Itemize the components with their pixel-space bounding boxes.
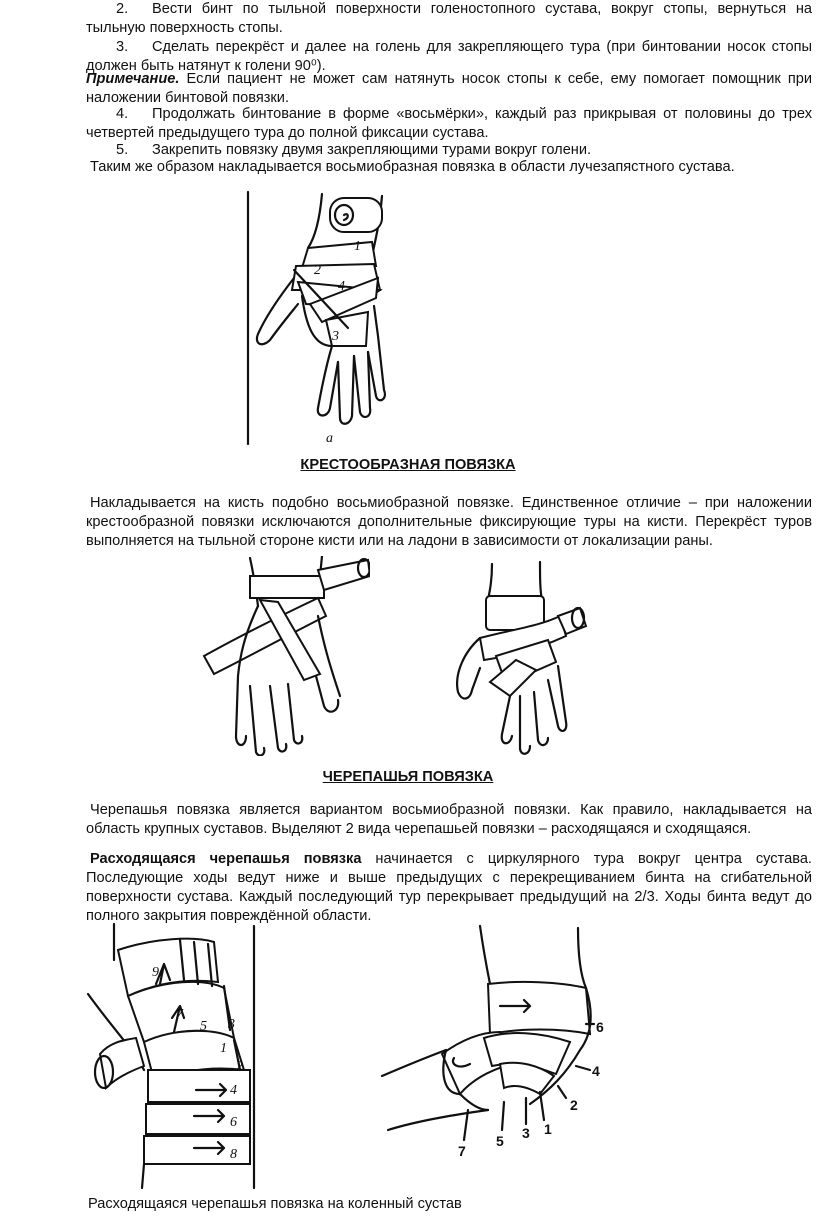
knee-label-9: 9 bbox=[152, 965, 159, 980]
band-label-2: 2 bbox=[314, 263, 321, 278]
note-text: Если пациент не может сам натянуть носок стопы к себе, ему помогает помощник при наложении бинтовой повязки. bbox=[86, 71, 812, 106]
band-label-4: 4 bbox=[338, 279, 345, 294]
list-text: Сделать перекрёст и далее на голень для закрепляющего тура (при бинтовании носок стопы должен быть натянут к голени 90⁰). bbox=[86, 39, 812, 74]
knee-label-1: 1 bbox=[220, 1041, 227, 1056]
band-label-1: 1 bbox=[354, 239, 361, 254]
figure-cross-bandage-right bbox=[440, 556, 590, 756]
list-number: 2. bbox=[116, 1, 129, 17]
list-number: 5. bbox=[116, 142, 129, 158]
list-number: 4. bbox=[116, 106, 129, 122]
note-paragraph bbox=[86, 70, 812, 108]
note-label: Примечание. bbox=[86, 71, 180, 87]
knee-label-2: 2 bbox=[236, 1059, 243, 1074]
knee-label-3: 3 bbox=[228, 1017, 235, 1032]
figure-knee-turtle bbox=[84, 920, 260, 1190]
elbow-label-3: 3 bbox=[522, 1125, 530, 1141]
elbow-label-5: 5 bbox=[496, 1133, 504, 1149]
elbow-label-1: 1 bbox=[544, 1121, 552, 1137]
knee-label-5: 5 bbox=[200, 1019, 207, 1034]
elbow-label-2: 2 bbox=[570, 1097, 578, 1113]
wrist-sentence bbox=[86, 158, 812, 177]
band-label-3: 3 bbox=[332, 329, 339, 344]
list-text: Вести бинт по тыльной поверхности голеностопного сустава, вокруг стопы, вернуться на тыльную поверхность стопы. bbox=[86, 1, 812, 36]
figure-caption-a: а bbox=[326, 431, 333, 446]
figure-hand-bandage bbox=[236, 186, 396, 446]
figure-elbow-turtle bbox=[380, 924, 620, 1164]
knee-label-8: 8 bbox=[230, 1147, 237, 1162]
list-item-2 bbox=[86, 0, 812, 38]
section-title-turtle: ЧЕРЕПАШЬЯ ПОВЯЗКА bbox=[322, 769, 494, 785]
divergent-label: Расходящаяся черепашья повязка bbox=[90, 851, 362, 867]
elbow-label-4: 4 bbox=[592, 1063, 600, 1079]
list-item-4 bbox=[86, 105, 812, 143]
turtle-paragraph: Черепашья повязка является вариантом восьмиобразной повязки. Как правило, накладывается на область крупных суставов. Выделяют 2 вида черепашьей повязки – расходящаяся и сходящаяся. bbox=[86, 802, 812, 837]
wrist-sentence-text: Таким же образом накладывается восьмиобразная повязка в области лучезапястного сустава. bbox=[90, 159, 735, 175]
list-number: 3. bbox=[116, 39, 129, 55]
divergent-text: начинается с циркулярного тура вокруг центра сустава. Последующие ходы ведут ниже и выше предыдущих с перекрещиванием бинта на сгибательной поверхности сустава. Каждый последующий тур перекрывает предыдущий на 2/3. Ходы бинта ведут до полного закрытия повреждённой области. bbox=[86, 851, 812, 924]
list-text: Закрепить повязку двумя закрепляющими турами вокруг голени. bbox=[152, 142, 592, 158]
cross-paragraph: Накладывается на кисть подобно восьмиобразной повязке. Единственное отличие – при наложении крестообразной повязки исключаются дополнительные фиксирующие туры на кисти. Перекрёст туров выполняется на тыльной стороне кисти или на ладони в зависимости от локализации раны. bbox=[86, 495, 812, 549]
list-text: Продолжать бинтование в форме «восьмёрки», каждый раз прикрывая от половины до трех четвертей предыдущего тура до полной фиксации сустава. bbox=[86, 106, 812, 141]
elbow-label-6: 6 bbox=[596, 1019, 604, 1035]
figure-cross-bandage-left bbox=[200, 556, 370, 756]
knee-label-6: 6 bbox=[230, 1115, 237, 1130]
knee-label-7: 7 bbox=[176, 1007, 183, 1022]
knee-label-4: 4 bbox=[230, 1083, 237, 1098]
divergent-paragraph bbox=[86, 850, 812, 926]
bottom-caption: Расходящаяся черепашья повязка на коленный сустав bbox=[88, 1196, 462, 1212]
elbow-label-7: 7 bbox=[458, 1143, 466, 1159]
section-title-cross: КРЕСТООБРАЗНАЯ ПОВЯЗКА bbox=[300, 457, 516, 473]
